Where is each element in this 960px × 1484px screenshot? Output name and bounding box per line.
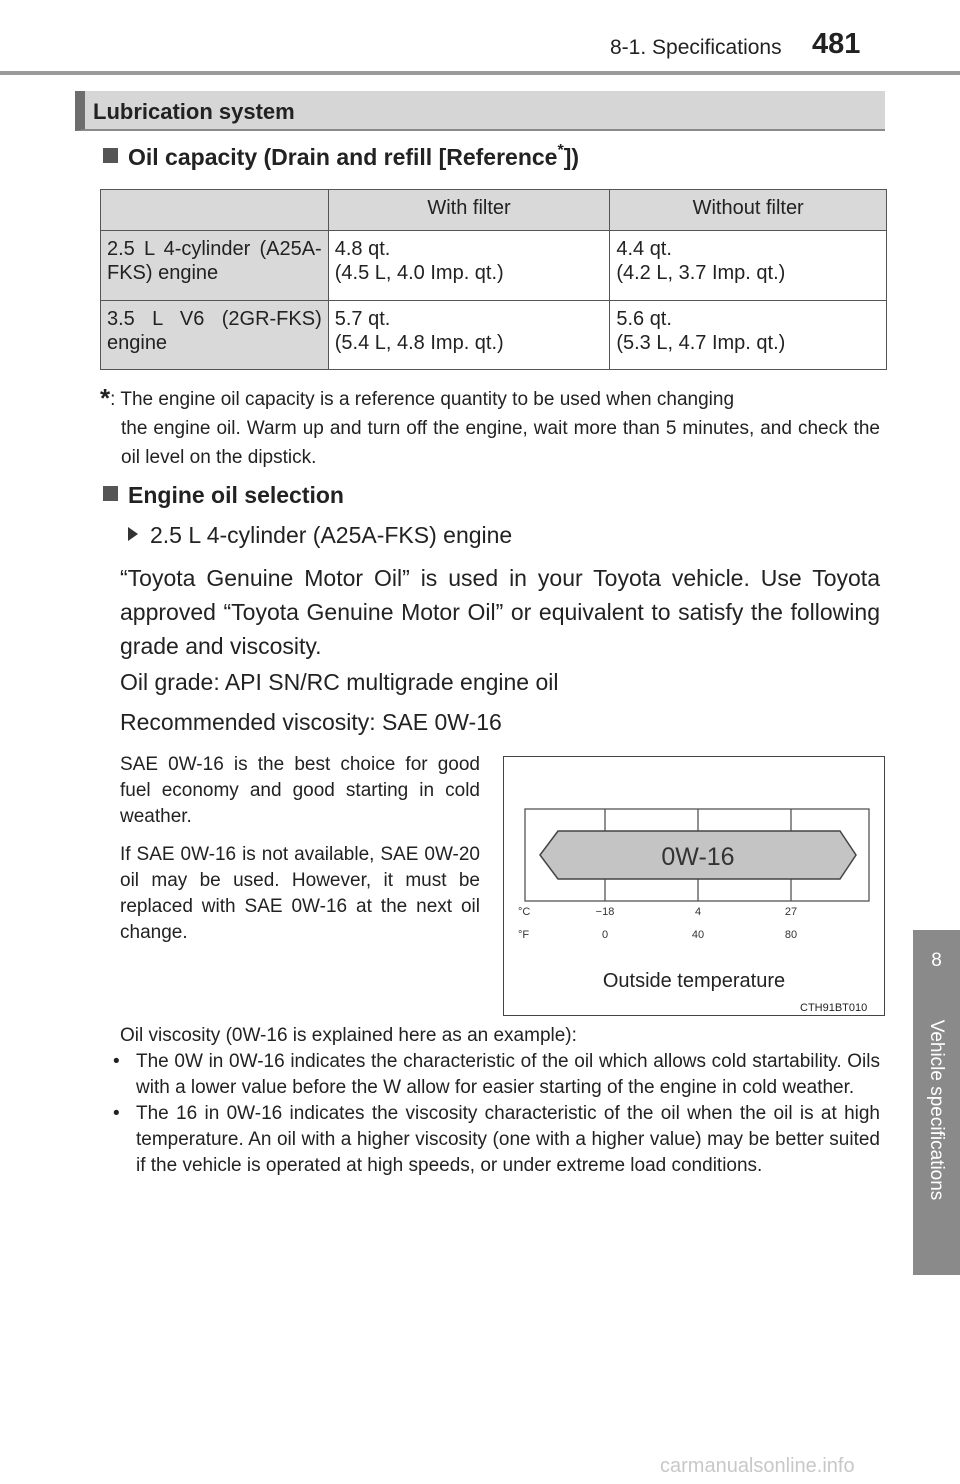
celsius-unit: °C: [518, 906, 531, 918]
list-item-text: The 16 in 0W-16 indicates the viscosity characteristic of the oil when the oil is at high temperature. An oil with a higher viscosity (one with a higher value) may be better suited if the vehicle is operated at high speeds, or under extreme load conditions.: [136, 1103, 880, 1176]
list-item: [105, 1049, 880, 1101]
oil-grade: Oil grade: API SN/RC multigrade engine oil: [120, 669, 559, 695]
capacity-footnote: [100, 384, 880, 472]
with-filter-cell: [328, 231, 610, 301]
engine-subheading: [128, 520, 512, 551]
value-line: 4.8 qt.: [334, 238, 391, 260]
with-filter-cell: [328, 301, 610, 370]
oil-selection-heading-text: Engine oil selection: [128, 482, 344, 508]
viscosity-bullets: [105, 1049, 880, 1179]
value-line: (5.4 L, 4.8 Imp. qt.): [334, 332, 504, 354]
figure-code: CTH91BT010: [800, 1002, 868, 1014]
oil-capacity-heading-prefix: Oil capacity (Drain and refill [Reference: [128, 144, 558, 170]
fahrenheit-tick: 80: [784, 929, 798, 941]
viscosity-note: SAE 0W-16 is the best choice for good fuel economy and good starting in cold weather.: [120, 754, 480, 827]
section-header: 8-1. Specifications: [610, 36, 782, 59]
chapter-tab-number: 8: [931, 950, 942, 971]
without-filter-cell: [610, 301, 887, 370]
footnote-first-line: : The engine oil capacity is a reference quantity to be used when changing: [110, 389, 735, 410]
table-row: [101, 231, 887, 301]
value-line: (4.2 L, 3.7 Imp. qt.): [616, 262, 786, 284]
oil-paragraph: “Toyota Genuine Motor Oil” is used in your Toyota vehicle. Use Toyota approved “Toyota Genuine Motor Oil” or equivalent to satisfy the following grade and viscosity.: [120, 565, 880, 659]
value-line: 4.4 qt.: [616, 238, 672, 260]
engine-subheading-text: 2.5 L 4-cylinder (A25A-FKS) engine: [150, 522, 513, 548]
value-line: 5.6 qt.: [616, 308, 672, 330]
band-label: 0W-16: [661, 843, 735, 871]
celsius-tick: 27: [784, 906, 798, 918]
value-line: 5.7 qt.: [334, 308, 391, 330]
reference-star: *: [557, 142, 564, 159]
oil-capacity-table: [100, 189, 887, 370]
value-line: (4.5 L, 4.0 Imp. qt.): [334, 262, 504, 284]
celsius-tick: −18: [595, 906, 615, 918]
value-line: (5.3 L, 4.7 Imp. qt.): [616, 332, 786, 354]
table-header-cell: Without filter: [610, 190, 887, 231]
without-filter-cell: [610, 231, 887, 301]
celsius-tick: 4: [694, 906, 702, 918]
footnote-star: *: [100, 383, 111, 413]
triangle-arrow-icon: [128, 527, 138, 541]
table-header-cell: With filter: [328, 190, 610, 231]
fahrenheit-unit: °F: [518, 929, 530, 941]
watermark: carmanualsonline.info: [660, 1455, 855, 1477]
square-bullet-icon: [103, 486, 118, 501]
recommended-viscosity: Recommended viscosity: SAE 0W-16: [120, 709, 502, 735]
list-item: [105, 1101, 880, 1179]
figure-caption: Outside temperature: [602, 970, 786, 992]
viscosity-notes: [120, 752, 480, 958]
viscosity-intro: Oil viscosity (0W-16 is explained here as an example):: [120, 1025, 577, 1046]
bullet-dot-icon: •: [113, 1051, 120, 1072]
chapter-tab-label: Vehicle specifications: [926, 1019, 947, 1201]
footnote-rest: the engine oil. Warm up and turn off the engine, wait more than 5 minutes, and check the oil level on the dipstick.: [121, 418, 880, 468]
oil-capacity-heading: [103, 142, 579, 171]
table-header-cell: [101, 190, 329, 231]
engine-cell: 3.5 L V6 (2GR-FKS) engine: [101, 301, 329, 370]
list-item-text: The 0W in 0W-16 indicates the characteristic of the oil which allows cold startability. Oils with a lower value before the W allow for easier starting of the engine in cold weather.: [136, 1051, 880, 1098]
viscosity-note: If SAE 0W-16 is not available, SAE 0W-20 oil may be used. However, it must be replaced with SAE 0W-16 at the next oil change.: [120, 844, 480, 943]
page-number: 481: [812, 28, 861, 60]
engine-cell: 2.5 L 4-cylinder (A25A-FKS) engine: [101, 231, 329, 301]
fahrenheit-tick: 40: [691, 929, 705, 941]
table-header-row: [101, 190, 887, 231]
bullet-dot-icon: •: [113, 1103, 120, 1124]
section-title: Lubrication system: [93, 99, 295, 124]
oil-capacity-heading-suffix: ]): [563, 144, 580, 170]
oil-selection-heading: [103, 482, 344, 509]
header-rule: [0, 71, 960, 75]
square-bullet-icon: [103, 148, 118, 163]
table-row: [101, 301, 887, 370]
fahrenheit-tick: 0: [601, 929, 609, 941]
